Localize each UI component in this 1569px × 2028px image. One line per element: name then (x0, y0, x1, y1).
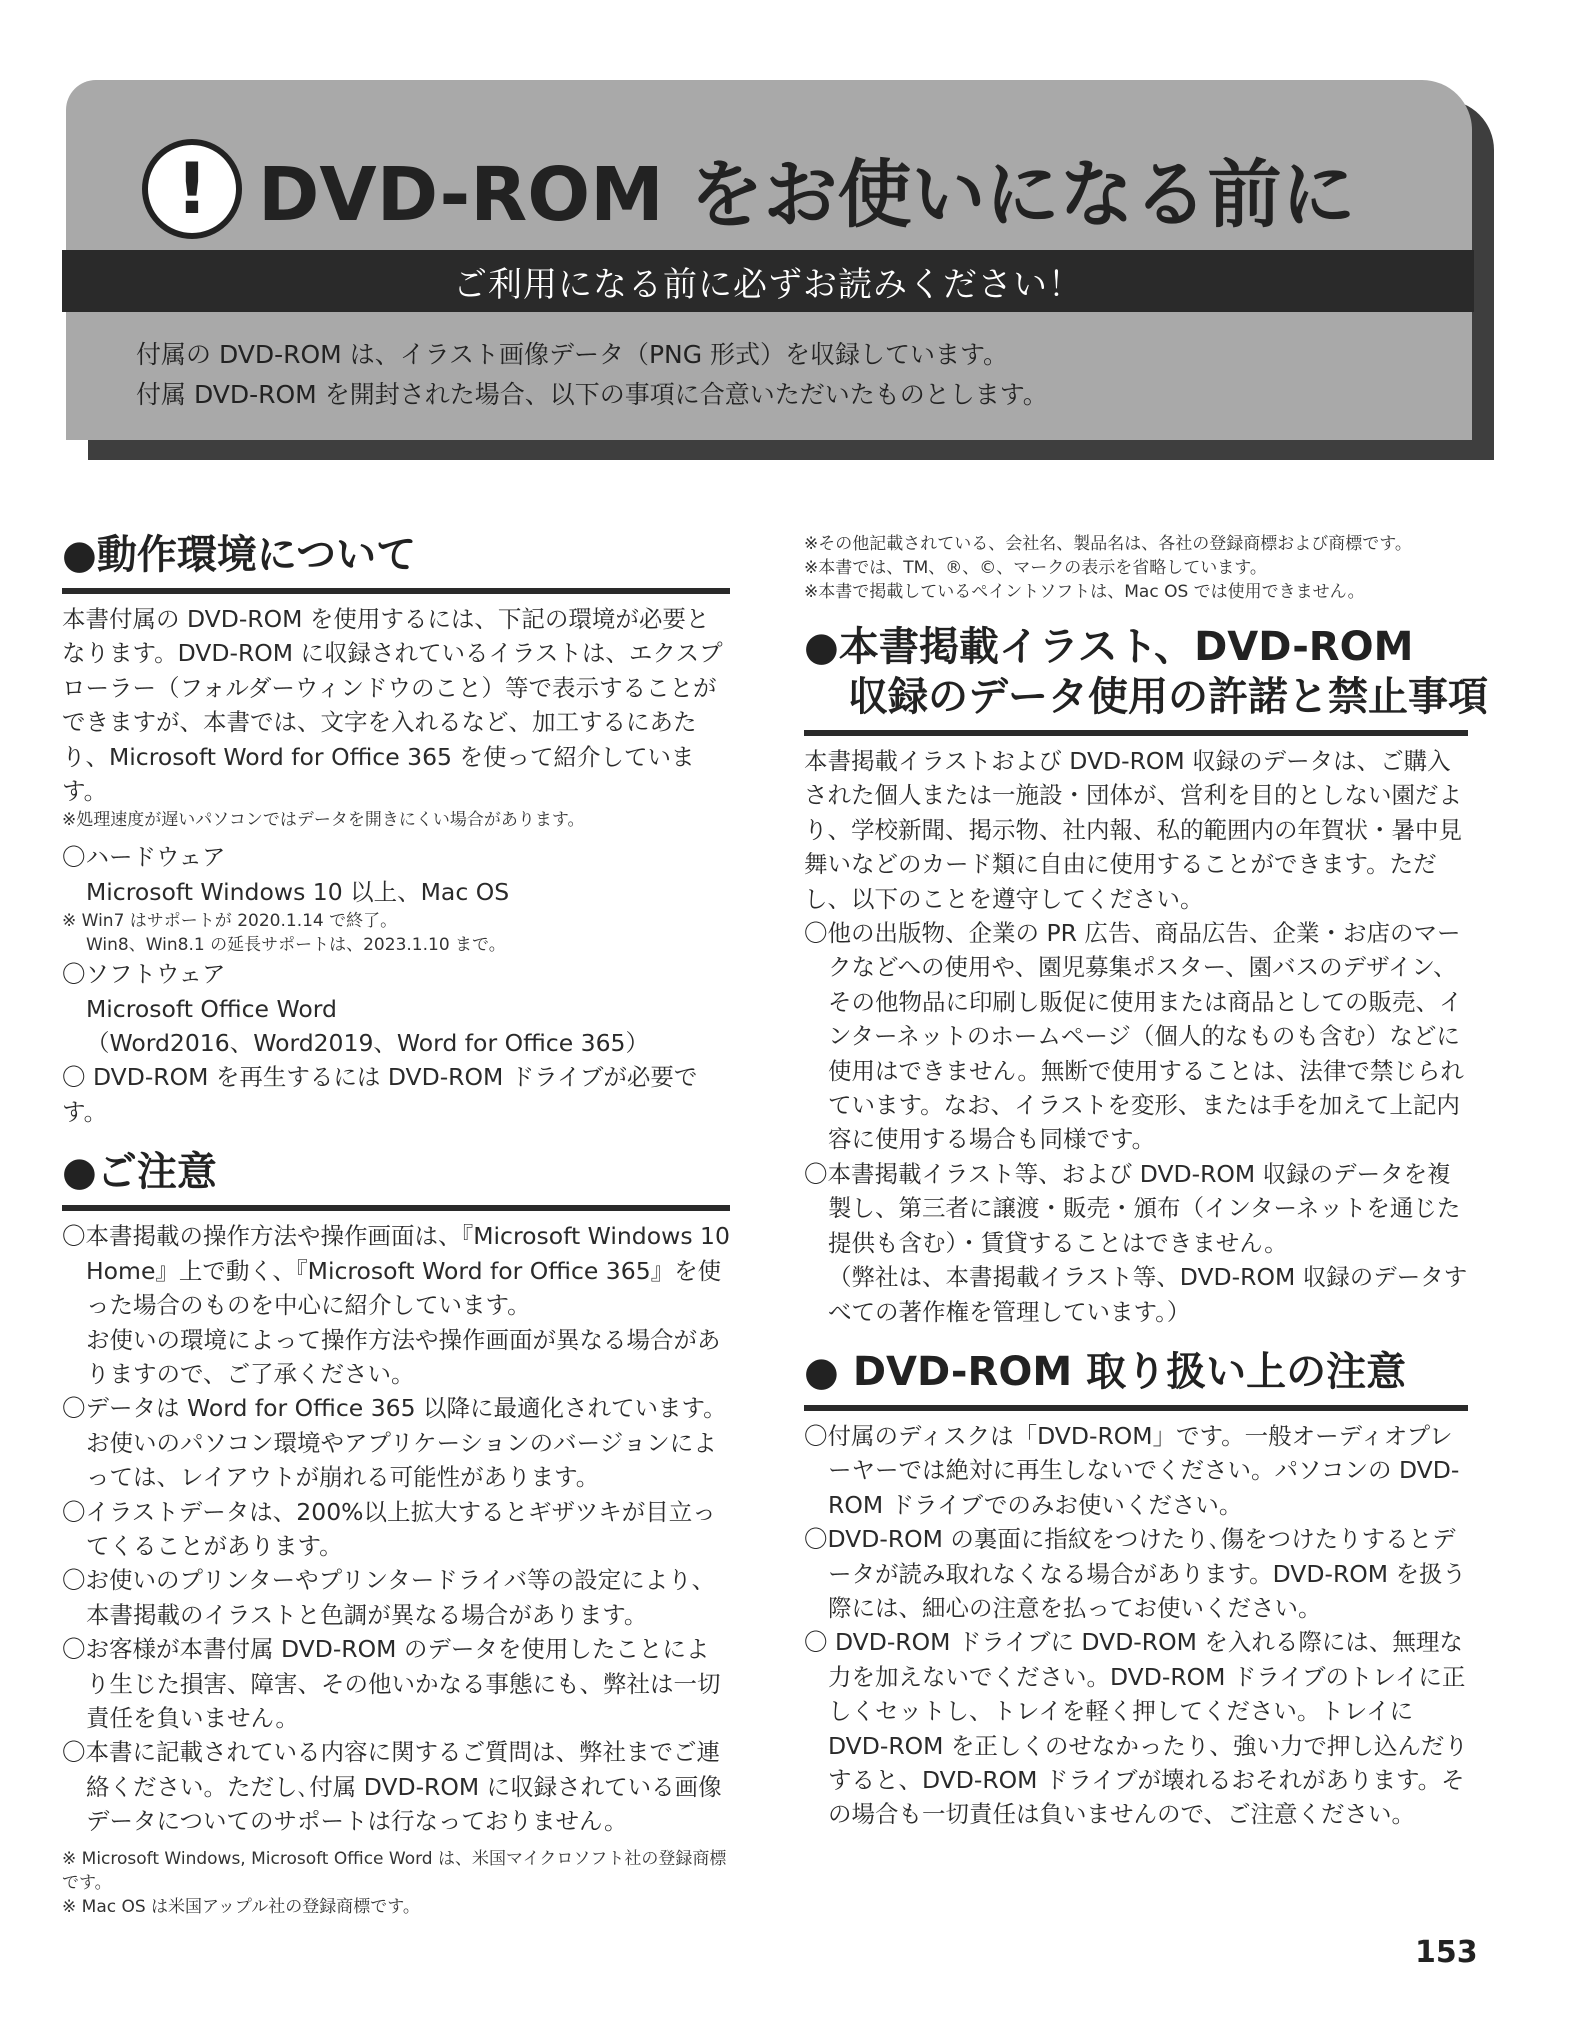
hardware-value: Microsoft Windows 10 以上、Mac OS (86, 877, 510, 906)
right-note: ※本書では、TM、®、©、マークの表示を省略しています。 (804, 558, 1267, 578)
right-column (804, 532, 1488, 1832)
caution-item: 〇データは Word for Office 365 以降に最適化されています。お使いのパソコン環境やアプリケーションのバージョンによっては、レイアウトが崩れる可能性があります。 (62, 1394, 727, 1492)
hardware-note: Win8、Win8.1 の延長サポートは、2023.1.10 まで。 (86, 935, 506, 956)
right-note: ※本書で掲載しているペイントソフトは、Mac OS では使用できません。 (804, 582, 1365, 602)
license-heading (804, 622, 1488, 736)
page-title (142, 124, 1356, 254)
page-number: 153 (1415, 1935, 1478, 1970)
banner-description (136, 335, 1436, 415)
license-item-sub: （弊社は、本書掲載イラスト等、DVD-ROM 収録のデータすべての著作権を管理しています。） (828, 1263, 1468, 1326)
drive-requirement: 〇 DVD-ROM を再生するには DVD-ROM ドライブが必要です。 (62, 1063, 698, 1126)
caution-item: 〇本書掲載の操作方法や操作画面は、『Microsoft Windows 10 Home』上で動く、『Microsoft Word for Office 365』を使った場合のものを中心に紹介しています。 (62, 1222, 730, 1320)
hardware-note: ※ Win7 はサポートが 2020.1.14 で終了。 (62, 911, 398, 932)
handling-item: 〇DVD-ROM の裏面に指紋をつけたり､傷をつけたりするとデータが読み取れなくなる場合があります。DVD-ROM を扱う際には、細心の注意を払ってお使いください。 (804, 1525, 1467, 1622)
caution-item-sub: お使いの環境によって操作方法や操作画面が異なる場合がありますので、ご了承ください。 (86, 1325, 721, 1388)
caution-item: 〇本書に記載されている内容に関するご質問は、弊社までご連絡ください。ただし､付属 DVD-ROM に収録されている画像データについてのサポートは行なっておりません。 (62, 1738, 722, 1836)
exclamation-icon: ! (142, 139, 242, 239)
header-banner (66, 80, 1472, 440)
handling-heading: ● DVD-ROM 取り扱い上の注意 (804, 1347, 1468, 1411)
banner-subtitle-bar (62, 250, 1474, 312)
right-note: ※その他記載されている、会社名、製品名は、各社の登録商標および商標です。 (804, 534, 1412, 554)
caution-item: 〇お使いのプリンターやプリンタードライバ等の設定により、本書掲載のイラストと色調が異なる場合があります。 (62, 1566, 716, 1629)
caution-item: 〇イラストデータは、200%以上拡大するとギザツキが目立ってくることがあります。 (62, 1497, 716, 1560)
hardware-label: 〇ハードウェア (62, 843, 226, 872)
trademark-note: ※ Microsoft Windows, Microsoft Office Word は、米国マイクロソフト社の登録商標です。 (62, 1848, 727, 1893)
banner-line: 付属の DVD-ROM は、イラスト画像データ（PNG 形式）を収録しています。 (136, 340, 1009, 369)
caution-heading: ●ご注意 (62, 1147, 730, 1211)
handling-item: 〇付属のディスクは「DVD-ROM」です。一般オーディオプレーヤーでは絶対に再生しないでください。パソコンの DVD-ROM ドライブでのみお使いください。 (804, 1421, 1460, 1519)
software-value: Microsoft Office Word (86, 994, 337, 1023)
caution-item: 〇お客様が本書付属 DVD-ROM のデータを使用したことにより生じた損害、障害、その他いかなる事態にも、弊社は一切責任を負いません。 (62, 1635, 721, 1732)
env-intro: 本書付属の DVD-ROM を使用するには、下記の環境が必要となります。DVD-ROM に収録されているイラストは、エクスプローラー（フォルダーウィンドウのこと）等で表示することができますが、本書では、文字を入れるなど、加工するにあたり、Microsoft Word for Office 365 を使って紹介しています。 (62, 605, 723, 806)
handling-item: 〇 DVD-ROM ドライブに DVD-ROM を入れる際には、無理な力を加えないでください。DVD-ROM ドライブのトレイに正しくセットし、トレイを軽く押してください。トレイに DVD-ROM を正しくのせなかったり、強い力で押し込んだりすると、DVD-ROM ドライブが壊れるおそれがあります。その場合も一切責任は負いませんので、ご注意ください。 (804, 1628, 1468, 1829)
license-intro: 本書掲載イラストおよび DVD-ROM 収録のデータは、ご購入された個人または一施設・団体が、営利を目的としない園だより、学校新聞、掲示物、社内報、私的範囲内の年賀状・暑中見舞いなどのカード類に自由に使用することができます。ただし、以下のことを遵守してください。 (804, 747, 1462, 913)
env-intro-note: ※処理速度が遅いパソコンではデータを開きにくい場合があります。 (62, 810, 585, 831)
software-label: 〇ソフトウェア (62, 960, 226, 989)
license-item: 〇他の出版物、企業の PR 広告、商品広告、企業・お店のマークなどへの使用や、園児募集ポスター、園バスのデザイン、その他物品に印刷し販促に使用または商品としての販売、インターネットのホームページ（個人的なものも含む）などに使用はできません。無断で使用することは、法律で禁じられています。なお、イラストを変形、または手を加えて上記内容に使用する場合も同様です。 (804, 919, 1464, 1154)
license-item: 〇本書掲載イラスト等、および DVD-ROM 収録のデータを複製し、第三者に譲渡・販売・頒布（インターネットを通じた提供も含む）・賃貸することはできません。 (804, 1159, 1461, 1257)
page-title-text: DVD-ROM をお使いになる前に (258, 152, 1356, 238)
env-heading: ●動作環境について (62, 530, 730, 594)
banner-subtitle: ご利用になる前に必ずお読みください！ (453, 264, 1083, 305)
left-column (62, 530, 730, 1919)
trademark-note: ※ Mac OS は米国アップル社の登録商標です。 (62, 1896, 420, 1917)
banner-line: 付属 DVD-ROM を開封された場合、以下の事項に合意いただいたものとします。 (136, 380, 1048, 409)
license-heading-line2: 収録のデータ使用の許諾と禁止事項 (848, 674, 1488, 720)
license-heading-line1: ●本書掲載イラスト、DVD-ROM (804, 624, 1414, 670)
software-value: （Word2016、Word2019、Word for Office 365） (86, 1029, 649, 1058)
